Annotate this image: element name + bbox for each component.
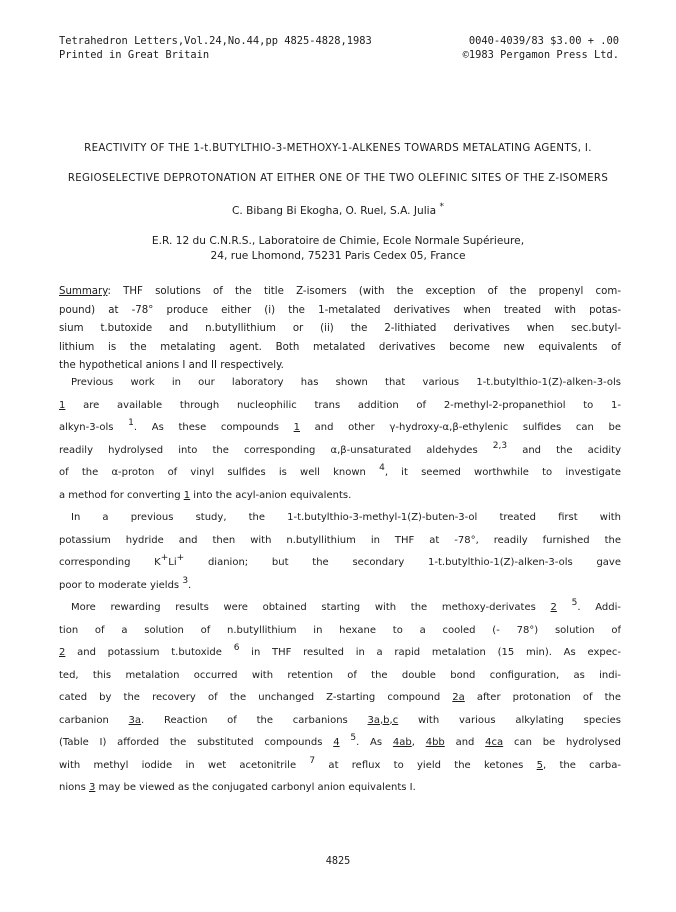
paragraph-line: In a previous study, the 1-t.butylthio-3-methyl-1(Z)-buten-3-ol treated first with	[71, 512, 621, 523]
paragraph-line: tion of a solution of n.butyllithium in hexane to a cooled (- 78°) solution of	[59, 624, 621, 636]
compound-number: 1	[293, 422, 300, 433]
summary-line: lithium is the metalating agent. Both metalated derivatives become new equivalents of	[59, 341, 621, 353]
compound-number: 4bb	[425, 737, 445, 748]
paragraph-line: (Table I) afforded the substituted compounds 4 $^5$. As 4ab, 4bb and 4ca can be hydrolysed	[59, 733, 621, 748]
journal-citation: Tetrahedron Letters,Vol.24,No.44,pp 4825-4828,1983	[59, 35, 372, 47]
paragraph-line: corresponding K+Li+ dianion; but the secondary 1-t.butylthio-1(Z)-alken-3-ols gave	[59, 553, 621, 568]
paragraph-line: carbanion 3a. Reaction of the carbanions 3a,b,c with various alkylating species	[59, 714, 621, 726]
reference-mark: 1	[128, 418, 134, 428]
paragraph-line: Previous work in our laboratory has shown that various 1-t.butylthio-1(Z)-alken-3-ols	[71, 377, 621, 388]
reference-mark: 4	[379, 463, 385, 473]
reference-mark: 5	[350, 733, 357, 743]
paragraph-line: potassium hydride and then with n.butyllithium in THF at -78°, readily furnished the	[59, 534, 621, 546]
compound-number: 2	[59, 647, 66, 658]
paper-title: REACTIVITY OF THE 1-t.BUTYLTHIO-3-METHOXY-1-ALKENES TOWARDS METALATING AGENTS, I.	[84, 143, 592, 154]
reference-mark: 2,3	[492, 440, 508, 451]
compound-number: 4	[333, 737, 340, 748]
paragraph-line: 1 are available through nucleophilic trans addition of 2-methyl-2-propanethiol to 1-	[59, 399, 621, 411]
issn-price: 0040-4039/83 $3.00 + .00	[468, 35, 619, 47]
authors	[0, 204, 676, 219]
compound-number: 3a,b,c	[367, 714, 399, 726]
body-text	[59, 372, 621, 800]
paragraph-line: of the α-proton of vinyl sulfides is well known $^4$, it seemed worthwhile to investigate	[59, 463, 621, 478]
paragraph-line: alkyn-3-ols $^1$. As these compounds 1 and other γ-hydroxy-α,β-ethylenic sulfides can be	[59, 418, 621, 433]
reference-mark: 7	[309, 755, 316, 766]
compound-number: 2	[550, 602, 557, 613]
summary-line: pound) at -78° produce either (i) the 1-metalated derivatives when treated with potas-	[59, 304, 621, 316]
paragraph-line: poor to moderate yields $^3$.	[59, 575, 192, 591]
affiliation-line: E.R. 12 du C.N.R.S., Laboratoire de Chimie, Ecole Normale Supérieure,	[151, 235, 525, 247]
page-number: 4825	[325, 856, 351, 867]
compound-number: 2a	[452, 692, 465, 703]
paragraph-line: ted, this metalation occurred with retention of the double bond configuration, as indi-	[59, 669, 621, 681]
summary-line: sium t.butoxide and n.butyllithium or (ii) the 2-lithiated derivatives when sec.butyl-	[59, 323, 621, 334]
author-names: C. Bibang Bi Ekogha, O. Ruel, S.A. Julia	[232, 205, 437, 217]
paragraph-line: a method for converting 1 into the acyl-anion equivalents.	[59, 489, 352, 501]
copyright: ©1983 Pergamon Press Ltd.	[462, 49, 619, 61]
paragraph-line: readily hydrolysed into the corresponding α,β-unsaturated aldehydes $^{2,3}$ and the acidity	[59, 440, 621, 456]
summary-label: Summary	[59, 286, 108, 297]
reference-mark: 5	[571, 598, 578, 608]
summary-line: the hypothetical anions I and II respectively.	[59, 360, 284, 371]
affiliation	[0, 234, 676, 264]
affiliation-line: 24, rue Lhomond, 75231 Paris Cedex 05, France	[210, 250, 466, 262]
paper-subtitle: REGIOSELECTIVE DEPROTONATION AT EITHER ONE OF THE TWO OLEFINIC SITES OF THE Z-ISOMERS	[67, 173, 609, 184]
paragraph-line: 2 and potassium t.butoxide $^6$ in THF resulted in a rapid metalation (15 min). As expec-	[59, 643, 621, 658]
paragraph-line: More rewarding results were obtained starting with the methoxy-derivates 2 $^5$. Addi-	[71, 598, 621, 613]
paragraph-line: with methyl iodide in wet acetonitrile $^7$ at reflux to yield the ketones 5, the carba-	[59, 755, 621, 771]
reference-mark: 3	[182, 575, 189, 586]
compound-number: 3	[88, 782, 96, 793]
printed-in: Printed in Great Britain	[59, 49, 210, 61]
paragraph-line: cated by the recovery of the unchanged Z-starting compound 2a after protonation of the	[59, 692, 621, 703]
paragraph-line: nions 3 may be viewed as the conjugated carbonyl anion equivalents I.	[59, 782, 416, 793]
compound-number: 1	[183, 489, 191, 501]
compound-number: 3a	[128, 714, 142, 726]
compound-number: 4ab	[392, 737, 412, 748]
compound-number: 1	[59, 399, 66, 411]
compound-number: 5	[536, 759, 543, 771]
compound-number: 4ca	[485, 737, 504, 748]
summary	[59, 283, 621, 376]
corresponding-author-mark: *	[439, 202, 444, 212]
journal-header	[59, 34, 619, 62]
reference-mark: 6	[233, 643, 240, 653]
summary-line: Summary: THF solutions of the title Z-isomers (with the exception of the propenyl com-	[59, 286, 621, 297]
